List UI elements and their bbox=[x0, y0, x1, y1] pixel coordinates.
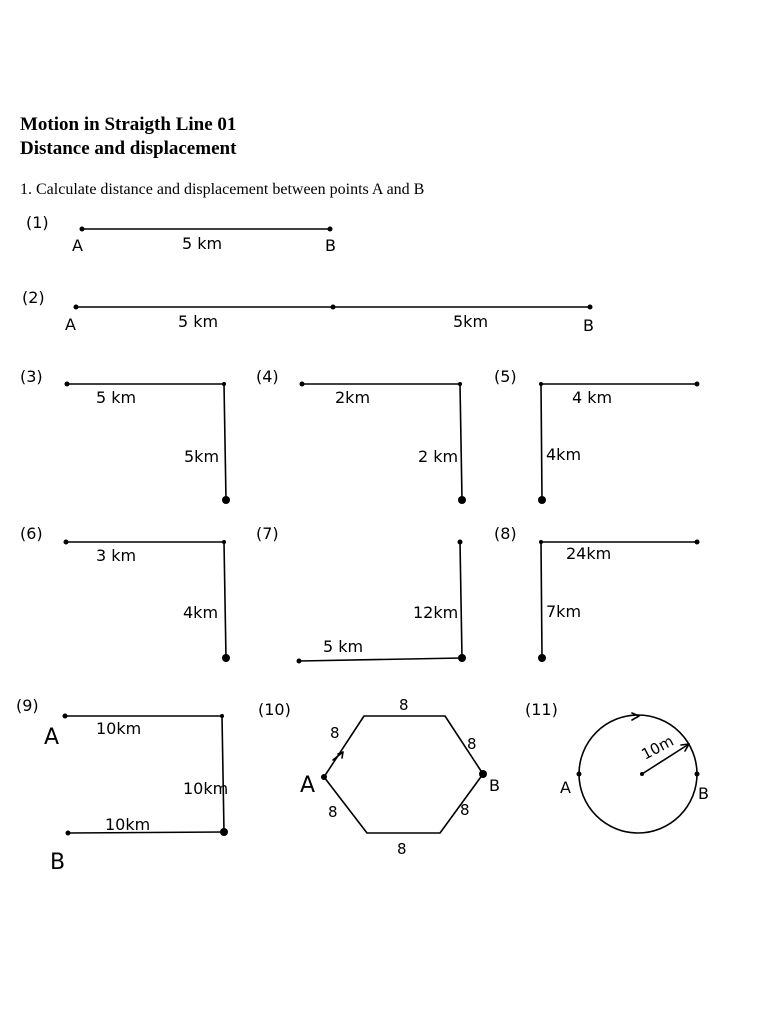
problem-number: (3) bbox=[20, 367, 43, 386]
segment-label: 10km bbox=[183, 779, 229, 798]
end-dot bbox=[538, 654, 546, 662]
segment-label: 5 km bbox=[323, 637, 364, 656]
point-a-label: A bbox=[560, 778, 571, 797]
end-dot bbox=[297, 659, 302, 664]
point-b-dot bbox=[479, 770, 487, 778]
point-a-dot bbox=[63, 714, 68, 719]
corner-dot bbox=[222, 540, 226, 544]
point-a-label: A bbox=[44, 725, 60, 750]
radius-label: 10m bbox=[638, 731, 677, 764]
path-segment bbox=[460, 542, 462, 658]
corner-dot bbox=[539, 382, 543, 386]
problem-number: (1) bbox=[26, 213, 49, 232]
problem-number: (10) bbox=[258, 700, 291, 719]
segment-label: 4 km bbox=[572, 388, 613, 407]
start-dot bbox=[695, 540, 700, 545]
side-label: 8 bbox=[467, 735, 477, 753]
problem-number: (8) bbox=[494, 524, 517, 543]
point-a-dot bbox=[80, 227, 85, 232]
start-dot bbox=[458, 540, 463, 545]
point-b-label: B bbox=[489, 776, 500, 795]
segment-label: 24km bbox=[566, 544, 612, 563]
problem-number: (4) bbox=[256, 367, 279, 386]
problem-1-figure bbox=[26, 213, 336, 255]
problem-number: (9) bbox=[16, 696, 39, 715]
problem-10-figure bbox=[258, 696, 500, 858]
corner-dot bbox=[539, 540, 543, 544]
worksheet-title: Motion in Straigth Line 01 bbox=[20, 114, 237, 135]
segment-label: 4km bbox=[546, 445, 582, 464]
segment-label: 4km bbox=[183, 603, 219, 622]
point-b-dot bbox=[328, 227, 333, 232]
end-dot bbox=[222, 496, 230, 504]
segment-label: 5km bbox=[184, 447, 220, 466]
point-a-label: A bbox=[300, 773, 316, 798]
segment-label: 2km bbox=[335, 388, 371, 407]
problem-6-figure bbox=[20, 524, 230, 662]
point-b-dot bbox=[695, 772, 700, 777]
end-dot bbox=[538, 496, 546, 504]
problem-number: (7) bbox=[256, 524, 279, 543]
start-dot bbox=[695, 382, 700, 387]
problem-4-figure bbox=[256, 367, 466, 504]
end-dot bbox=[222, 654, 230, 662]
point-a-dot bbox=[74, 305, 79, 310]
point-a-dot bbox=[577, 772, 582, 777]
corner-dot bbox=[458, 654, 466, 662]
problem-9-figure bbox=[16, 696, 228, 875]
segment-label: 5 km bbox=[182, 234, 223, 253]
path-segment bbox=[299, 658, 462, 661]
point-b-label: B bbox=[50, 850, 66, 875]
start-dot bbox=[65, 382, 70, 387]
side-label: 8 bbox=[328, 803, 338, 821]
problem-5-figure bbox=[494, 367, 700, 504]
segment-label: 2 km bbox=[418, 447, 459, 466]
path-segment bbox=[541, 384, 542, 500]
corner-dot bbox=[220, 714, 224, 718]
point-a-label: A bbox=[65, 315, 76, 334]
corner-dot bbox=[222, 382, 226, 386]
direction-arrow bbox=[333, 752, 343, 760]
corner-dot bbox=[220, 828, 228, 836]
circular-path bbox=[579, 715, 697, 833]
problem-number: (5) bbox=[494, 367, 517, 386]
segment-label: 3 km bbox=[96, 546, 137, 565]
start-dot bbox=[300, 382, 305, 387]
end-dot bbox=[458, 496, 466, 504]
point-b-dot bbox=[588, 305, 593, 310]
problem-2-figure bbox=[22, 288, 594, 335]
side-label: 8 bbox=[460, 801, 470, 819]
segment-label: 10km bbox=[105, 815, 151, 834]
problem-7-figure bbox=[256, 524, 466, 664]
problem-number: (11) bbox=[525, 700, 558, 719]
path-segment bbox=[460, 384, 462, 500]
problem-number: (6) bbox=[20, 524, 43, 543]
midpoint-dot bbox=[331, 305, 336, 310]
path-segment bbox=[224, 542, 226, 658]
side-label: 8 bbox=[330, 724, 340, 742]
path-segment bbox=[224, 384, 226, 500]
path-segment bbox=[541, 542, 542, 658]
point-b-label: B bbox=[325, 236, 336, 255]
corner-dot bbox=[458, 382, 462, 386]
side-label: 8 bbox=[399, 696, 409, 714]
point-b-dot bbox=[66, 831, 71, 836]
problem-11-figure bbox=[525, 700, 709, 833]
segment-label: 5km bbox=[453, 312, 489, 331]
segment-label: 5 km bbox=[178, 312, 219, 331]
segment-label: 5 km bbox=[96, 388, 137, 407]
path-segment bbox=[222, 716, 224, 832]
side-label: 8 bbox=[397, 840, 407, 858]
start-dot bbox=[64, 540, 69, 545]
problem-3-figure bbox=[20, 367, 230, 504]
point-a-label: A bbox=[72, 236, 83, 255]
worksheet-subtitle: Distance and displacement bbox=[20, 138, 237, 159]
problem-number: (2) bbox=[22, 288, 45, 307]
point-a-dot bbox=[321, 774, 327, 780]
point-b-label: B bbox=[583, 316, 594, 335]
question-text: 1. Calculate distance and displacement between points A and B bbox=[20, 181, 425, 198]
direction-arrow bbox=[632, 713, 639, 720]
segment-label: 10km bbox=[96, 719, 142, 738]
segment-label: 7km bbox=[546, 602, 582, 621]
point-b-label: B bbox=[698, 784, 709, 803]
problem-8-figure bbox=[494, 524, 700, 662]
segment-label: 12km bbox=[413, 603, 459, 622]
